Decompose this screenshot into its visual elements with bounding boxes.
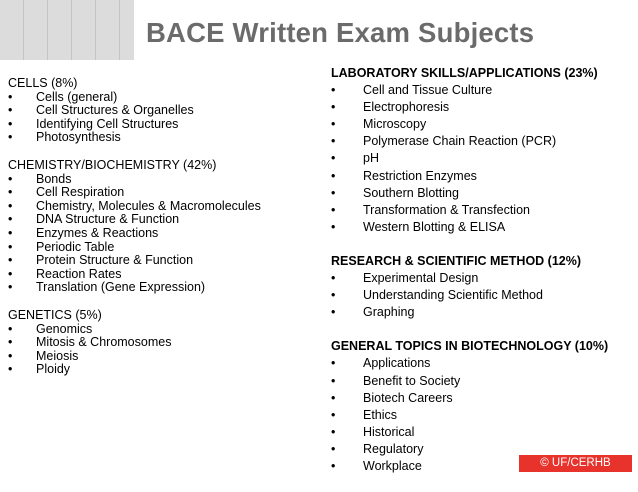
bullet-icon: • (331, 134, 336, 149)
bullet-icon: • (8, 348, 13, 363)
bullet-icon: • (8, 185, 13, 200)
bullet-icon: • (331, 424, 336, 439)
left-column (8, 77, 308, 391)
bullet-icon: • (8, 253, 13, 268)
bullet-icon: • (331, 288, 336, 303)
list-item (8, 131, 308, 145)
bullet-icon: • (8, 89, 13, 104)
bullet-icon: • (8, 321, 13, 336)
list-item (8, 336, 308, 350)
list-item (8, 91, 308, 105)
list-item-label: Polymerase Chain Reaction (PCR) (363, 134, 557, 149)
list-item (8, 173, 308, 187)
list-item (8, 227, 308, 241)
list-item (331, 168, 631, 185)
list-item (331, 407, 631, 424)
list-item-label: Western Blotting & ELISA (363, 219, 506, 234)
section-title: LABORATORY SKILLS/APPLICATIONS (23%) (331, 66, 598, 80)
list-item-label: Transformation & Transfection (363, 202, 530, 217)
bullet-icon: • (8, 239, 13, 254)
list-item-label: Historical (363, 424, 415, 439)
copyright-badge: © UF/CERHB (519, 455, 632, 472)
list-item-label: Reaction Rates (36, 266, 122, 281)
list-item-label: Chemistry, Molecules & Macromolecules (36, 198, 261, 213)
bullet-icon: • (331, 100, 336, 115)
list-item-label: DNA Structure & Function (36, 212, 180, 227)
list-item-label: pH (363, 151, 379, 166)
list-item-label: Ethics (363, 407, 398, 422)
list-item (8, 241, 308, 255)
list-item-label: Microscopy (363, 117, 427, 132)
bullet-icon: • (331, 83, 336, 98)
list-item-label: Bonds (36, 171, 72, 186)
bullet-icon: • (8, 225, 13, 240)
bullet-icon: • (8, 212, 13, 227)
bullet-icon: • (331, 168, 336, 183)
list-item-label: Mitosis & Chromosomes (36, 335, 172, 350)
list-item (8, 213, 308, 227)
list-item (331, 287, 631, 304)
bullet-icon: • (331, 151, 336, 166)
list-item (8, 254, 308, 268)
decorative-gray-block (0, 0, 134, 60)
list-item-label: Graphing (363, 305, 415, 320)
list-item (8, 281, 308, 295)
list-item-label: Cell Respiration (36, 185, 125, 200)
page-title: BACE Written Exam Subjects (146, 17, 535, 48)
subject-section (331, 65, 631, 236)
list-item-label: Electrophoresis (363, 100, 450, 115)
list-item-label: Restriction Enzymes (363, 168, 477, 183)
bullet-icon: • (8, 198, 13, 213)
list-item-label: Protein Structure & Function (36, 253, 194, 268)
list-item (331, 185, 631, 202)
list-item (331, 219, 631, 236)
section-title: CELLS (8%) (8, 76, 78, 90)
bullet-icon: • (331, 373, 336, 388)
bullet-icon: • (8, 116, 13, 131)
list-item-label: Experimental Design (363, 271, 479, 286)
list-item (331, 116, 631, 133)
list-item (331, 133, 631, 150)
bullet-icon: • (331, 219, 336, 234)
bullet-icon: • (331, 305, 336, 320)
list-item-label: Understanding Scientific Method (363, 288, 543, 303)
list-item (8, 363, 308, 377)
list-item-label: Periodic Table (36, 239, 115, 254)
list-item (331, 424, 631, 441)
list-item-label: Ploidy (36, 362, 71, 377)
list-item (331, 82, 631, 99)
list-item (8, 350, 308, 364)
list-item-label: Genomics (36, 321, 93, 336)
list-item-label: Cell Structures & Organelles (36, 103, 194, 118)
list-item-label: Identifying Cell Structures (36, 116, 179, 131)
bullet-icon: • (331, 390, 336, 405)
bullet-icon: • (8, 130, 13, 145)
section-title: RESEARCH & SCIENTIFIC METHOD (12%) (331, 253, 582, 268)
list-item-label: Photosynthesis (36, 130, 121, 145)
bullet-icon: • (331, 202, 336, 217)
list-item (331, 202, 631, 219)
bullet-icon: • (8, 103, 13, 118)
list-item (8, 323, 308, 337)
right-column (331, 65, 631, 492)
list-item (8, 186, 308, 200)
bullet-icon: • (8, 362, 13, 377)
list-item-label: Meiosis (36, 348, 79, 363)
bullet-icon: • (331, 117, 336, 132)
list-item-label: Translation (Gene Expression) (36, 280, 206, 295)
list-item (331, 99, 631, 116)
list-item (331, 150, 631, 167)
bullet-icon: • (331, 441, 336, 456)
bullet-icon: • (8, 266, 13, 281)
list-item-label: Regulatory (363, 441, 424, 456)
bullet-icon: • (331, 356, 336, 371)
subject-section (8, 309, 308, 377)
list-item (8, 118, 308, 132)
bullet-icon: • (8, 335, 13, 350)
list-item (8, 104, 308, 118)
bullet-icon: • (331, 185, 336, 200)
bullet-icon: • (331, 458, 336, 473)
list-item-label: Benefit to Society (363, 373, 461, 388)
bullet-icon: • (331, 271, 336, 286)
list-item (331, 390, 631, 407)
list-item-label: Southern Blotting (363, 185, 459, 200)
list-item (331, 270, 631, 287)
list-item-label: Applications (363, 356, 431, 371)
list-item (331, 355, 631, 372)
section-title: GENERAL TOPICS IN BIOTECHNOLOGY (10%) (331, 339, 609, 354)
list-item (331, 373, 631, 390)
list-item-label: Enzymes & Reactions (36, 225, 159, 240)
list-item (8, 268, 308, 282)
section-title: CHEMISTRY/BIOCHEMISTRY (42%) (8, 157, 217, 172)
list-item-label: Biotech Careers (363, 390, 453, 405)
list-item (331, 304, 631, 321)
section-title: GENETICS (5%) (8, 307, 102, 322)
subject-section (8, 77, 308, 145)
bullet-icon: • (8, 171, 13, 186)
bullet-icon: • (331, 407, 336, 422)
subject-section (331, 253, 631, 321)
subject-section (8, 159, 308, 295)
list-item-label: Cells (general) (36, 89, 118, 104)
list-item-label: Cell and Tissue Culture (363, 83, 493, 98)
list-item (8, 200, 308, 214)
list-item-label: Workplace (363, 458, 422, 473)
bullet-icon: • (8, 280, 13, 295)
